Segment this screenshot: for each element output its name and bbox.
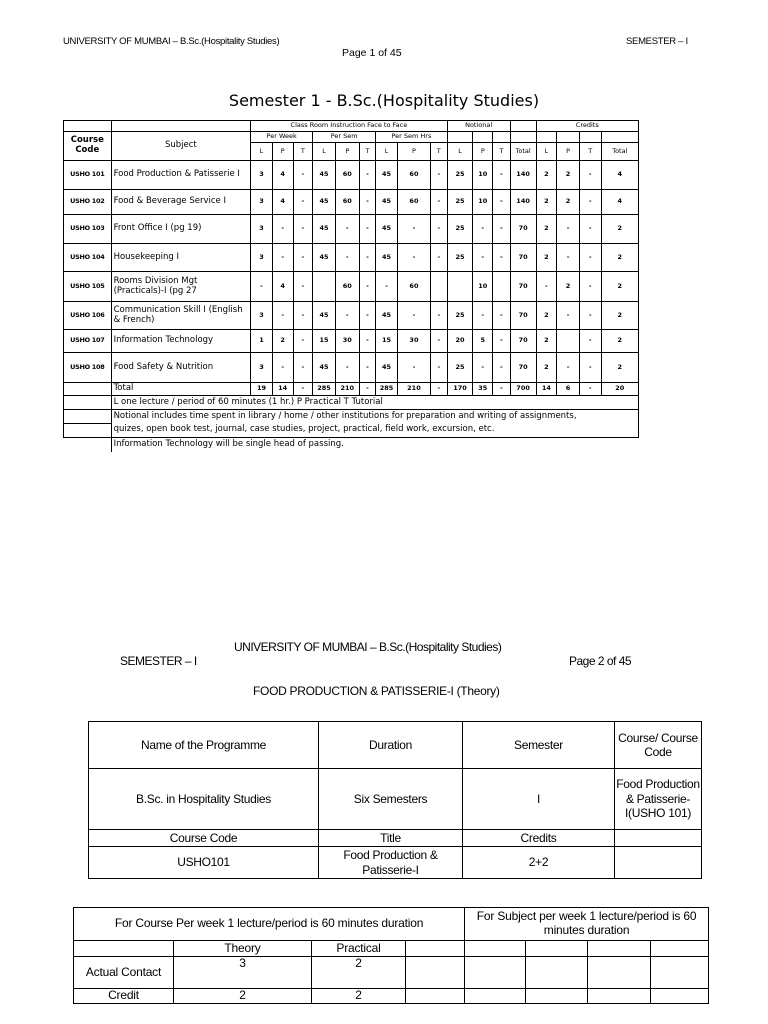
table-cell: - [430, 330, 447, 353]
note-text: L one lecture / period of 60 minutes (1 hr.) P Practical T Tutorial [111, 396, 638, 410]
table-cell: 2 [557, 272, 580, 302]
subject-name: Rooms Division Mgt (Practicals)-I (pg 27 [111, 272, 251, 302]
table-cell: 1 [251, 330, 273, 353]
note-text: quizes, open book test, journal, case studies, project, practical, field work, excursion, etc. [111, 424, 638, 438]
col-label: L [447, 143, 473, 161]
total-cell: 210 [397, 383, 430, 396]
table-cell: 2 [536, 215, 557, 244]
table-cell: - [397, 215, 430, 244]
table-cell: 30 [397, 330, 430, 353]
table-cell: 2 [557, 190, 580, 215]
practical-header: Practical [312, 941, 406, 957]
course-code: USHO 104 [64, 244, 112, 272]
total-cell: 285 [376, 383, 398, 396]
table-row [64, 302, 639, 330]
table-cell: - [557, 215, 580, 244]
blank-cell [588, 957, 651, 989]
col-label: P [473, 143, 493, 161]
table-cell: 10 [473, 190, 493, 215]
subject-name: Food Production & Patisserie I [111, 161, 251, 190]
course-code: USHO 101 [64, 161, 112, 190]
blank-cell [406, 957, 465, 989]
blank-cell [510, 132, 536, 143]
table-cell: - [493, 302, 511, 330]
blank-cell [601, 132, 638, 143]
blank-cell [74, 941, 174, 957]
label-title: Title [319, 830, 463, 847]
note-row [64, 438, 639, 452]
table-cell: 3 [251, 353, 273, 383]
blank-cell [406, 989, 465, 1004]
table-cell: 140 [510, 190, 536, 215]
blank-cell [64, 396, 112, 410]
table-cell: - [359, 215, 376, 244]
blank-cell [64, 383, 112, 396]
theory-header: Theory [174, 941, 312, 957]
table-cell: 45 [376, 302, 398, 330]
col-label: P [335, 143, 359, 161]
table-cell: 2 [536, 353, 557, 383]
table-cell: - [359, 190, 376, 215]
total-cell: 6 [557, 383, 580, 396]
table-cell: 2 [536, 161, 557, 190]
blank-cell [536, 132, 557, 143]
notional-header: Notional [447, 121, 510, 132]
header-programme: Name of the Programme [89, 722, 319, 769]
subject-header: Subject [111, 132, 251, 161]
blank-cell [473, 132, 493, 143]
table-cell: - [272, 353, 293, 383]
total-cell: 19 [251, 383, 273, 396]
total-cell: 170 [447, 383, 473, 396]
table-cell: - [272, 302, 293, 330]
col-label: P [397, 143, 430, 161]
actual-contact-theory: 3 [174, 957, 312, 989]
table-cell: 2 [601, 272, 638, 302]
table-cell: - [293, 215, 313, 244]
table-cell: - [293, 190, 313, 215]
table-cell: - [251, 272, 273, 302]
table-cell: - [557, 353, 580, 383]
note-text: Notional includes time spent in library / home / other institutions for preparation and writing of assignments, [111, 410, 638, 424]
total-cell: 14 [536, 383, 557, 396]
course-code: USHO 105 [64, 272, 112, 302]
table-cell: 2 [536, 190, 557, 215]
table-cell: - [473, 215, 493, 244]
value-course-code: USHO101 [89, 847, 319, 879]
header-semester: Semester [463, 722, 615, 769]
total-cell: - [359, 383, 376, 396]
note-row [64, 410, 639, 424]
table-cell: - [430, 215, 447, 244]
total-cell: 35 [473, 383, 493, 396]
table-cell: 70 [510, 244, 536, 272]
table-cell: 45 [376, 244, 398, 272]
table-cell: 60 [397, 272, 430, 302]
col-label: Total [510, 143, 536, 161]
header-duration: Duration [319, 722, 463, 769]
col-label: T [493, 143, 511, 161]
blank-cell [526, 989, 588, 1004]
blank-cell [465, 941, 526, 957]
page2-header: UNIVERSITY OF MUMBAI – B.Sc.(Hospitality Studies) [234, 640, 502, 654]
table-cell: 2 [536, 302, 557, 330]
table-cell [493, 272, 511, 302]
table-cell: - [557, 302, 580, 330]
course-hours-header: For Course Per week 1 lecture/period is 60 minutes duration [74, 908, 465, 941]
col-label: L [313, 143, 336, 161]
blank-cell [64, 121, 112, 132]
table-cell: - [272, 244, 293, 272]
blank-cell [615, 847, 702, 879]
table-cell: 2 [601, 302, 638, 330]
subject-name: Communication Skill I (English & French) [111, 302, 251, 330]
table-cell: - [293, 353, 313, 383]
credit-label: Credit [74, 989, 174, 1004]
blank-cell [510, 121, 536, 132]
value-title: Food Production & Patisserie-I [319, 847, 463, 879]
blank-cell [557, 132, 580, 143]
table-cell: - [493, 330, 511, 353]
table-cell: 60 [335, 161, 359, 190]
table-cell: 10 [473, 161, 493, 190]
table-cell: 4 [272, 190, 293, 215]
page1-header-left: UNIVERSITY OF MUMBAI – B.Sc.(Hospitality Studies) [63, 36, 280, 47]
table-cell: - [579, 244, 601, 272]
table-cell: 2 [601, 330, 638, 353]
table-cell: 60 [335, 272, 359, 302]
table-cell: - [359, 302, 376, 330]
table-row [64, 244, 639, 272]
course-code: USHO 102 [64, 190, 112, 215]
table-row [64, 330, 639, 353]
table-cell: - [335, 244, 359, 272]
col-label: T [430, 143, 447, 161]
total-label: Total [111, 383, 251, 396]
table-cell: 70 [510, 330, 536, 353]
actual-contact-practical: 2 [312, 957, 406, 989]
table-cell: 25 [447, 353, 473, 383]
table-cell: - [359, 353, 376, 383]
table-cell: - [359, 272, 376, 302]
table-cell [447, 272, 473, 302]
header-course-code: Course/ Course Code [615, 722, 702, 769]
blank-cell [64, 424, 112, 438]
programme-name: B.Sc. in Hospitality Studies [89, 769, 319, 830]
table-cell: - [397, 244, 430, 272]
total-cell: - [493, 383, 511, 396]
total-row [64, 383, 639, 396]
blank-cell [651, 941, 709, 957]
table-row [64, 190, 639, 215]
table-cell: 60 [397, 161, 430, 190]
blank-cell [493, 132, 511, 143]
table-cell: - [493, 190, 511, 215]
table-cell: - [359, 161, 376, 190]
subject-name: Food & Beverage Service I [111, 190, 251, 215]
table-cell: 45 [313, 244, 336, 272]
table-cell: - [579, 161, 601, 190]
table-cell: 30 [335, 330, 359, 353]
table-cell: - [397, 302, 430, 330]
blank-cell [579, 132, 601, 143]
col-label: P [272, 143, 293, 161]
table-cell [430, 272, 447, 302]
col-label: L [251, 143, 273, 161]
label-credits: Credits [463, 830, 615, 847]
table-cell: - [335, 302, 359, 330]
table-cell: 25 [447, 190, 473, 215]
blank-cell [651, 957, 709, 989]
table-cell: 2 [557, 161, 580, 190]
table-cell: 45 [376, 353, 398, 383]
total-cell: - [430, 383, 447, 396]
table-cell: 45 [313, 190, 336, 215]
programme-table [88, 721, 702, 879]
table-cell: - [493, 244, 511, 272]
table-cell: - [473, 244, 493, 272]
per-week-header: Per Week [251, 132, 313, 143]
table-cell: - [293, 272, 313, 302]
credit-theory: 2 [174, 989, 312, 1004]
table-cell: 70 [510, 215, 536, 244]
blank-cell [465, 989, 526, 1004]
table-cell [313, 272, 336, 302]
note-row [64, 396, 639, 410]
table-cell: 4 [601, 161, 638, 190]
table-cell: 45 [313, 353, 336, 383]
table-cell: 60 [335, 190, 359, 215]
table-cell: 25 [447, 244, 473, 272]
note-text: Information Technology will be single head of passing. [111, 438, 638, 452]
total-cell: 210 [335, 383, 359, 396]
programme-semester: I [463, 769, 615, 830]
course-code: USHO 108 [64, 353, 112, 383]
per-sem-header: Per Sem [313, 132, 376, 143]
table-cell [557, 330, 580, 353]
table-cell: 140 [510, 161, 536, 190]
value-credits: 2+2 [463, 847, 615, 879]
blank-cell [64, 438, 112, 452]
table-cell: - [293, 330, 313, 353]
table-cell: - [376, 272, 398, 302]
table-row [64, 161, 639, 190]
subject-name: Front Office I (pg 19) [111, 215, 251, 244]
table-cell: 20 [447, 330, 473, 353]
credit-practical: 2 [312, 989, 406, 1004]
total-cell: - [293, 383, 313, 396]
table-cell: 3 [251, 215, 273, 244]
page1-title: Semester 1 - B.Sc.(Hospitality Studies) [228, 91, 540, 110]
table-cell: - [579, 353, 601, 383]
table-cell: 3 [251, 302, 273, 330]
table-cell: - [579, 215, 601, 244]
table-cell: - [473, 353, 493, 383]
table-cell: 45 [313, 302, 336, 330]
table-cell: - [293, 302, 313, 330]
subject-name: Food Safety & Nutrition [111, 353, 251, 383]
table-cell: 60 [397, 190, 430, 215]
table-cell: 3 [251, 244, 273, 272]
table-cell: - [293, 161, 313, 190]
table-row [64, 353, 639, 383]
table-cell: - [557, 244, 580, 272]
table-cell: 2 [601, 244, 638, 272]
blank-cell [588, 989, 651, 1004]
total-cell: 700 [510, 383, 536, 396]
table-cell: 45 [376, 190, 398, 215]
table-cell: 45 [376, 215, 398, 244]
table-cell: 45 [376, 161, 398, 190]
blank-cell [651, 989, 709, 1004]
table-cell: - [335, 215, 359, 244]
table-cell: 3 [251, 190, 273, 215]
table-cell: 10 [473, 272, 493, 302]
table-cell: - [430, 244, 447, 272]
blank-cell [465, 957, 526, 989]
table-cell: 4 [601, 190, 638, 215]
col-label: P [557, 143, 580, 161]
total-cell: 14 [272, 383, 293, 396]
table-cell: 2 [601, 353, 638, 383]
table-cell: 70 [510, 272, 536, 302]
table-cell: 4 [272, 272, 293, 302]
table-row [64, 215, 639, 244]
total-cell: - [579, 383, 601, 396]
page1-header-right: SEMESTER – I [626, 36, 688, 47]
page2-semester: SEMESTER – I [120, 654, 197, 668]
col-label: L [376, 143, 398, 161]
table-cell: - [430, 190, 447, 215]
col-label: T [293, 143, 313, 161]
page1-page-number: Page 1 of 45 [342, 47, 402, 59]
semester-course-table [63, 120, 639, 452]
per-sem-hrs-header: Per Sem Hrs [376, 132, 447, 143]
table-cell: 25 [447, 161, 473, 190]
col-label: L [536, 143, 557, 161]
col-label: Total [601, 143, 638, 161]
table-cell: - [493, 161, 511, 190]
table-cell: - [359, 244, 376, 272]
blank-cell [406, 941, 465, 957]
table-row [64, 272, 639, 302]
table-cell: 3 [251, 161, 273, 190]
table-cell: - [579, 330, 601, 353]
table-cell: 15 [376, 330, 398, 353]
table-cell: 2 [536, 244, 557, 272]
course-code: USHO 107 [64, 330, 112, 353]
table-cell: - [397, 353, 430, 383]
programme-course: Food Production & Patisserie-I(USHO 101) [615, 769, 702, 830]
table-cell: - [293, 244, 313, 272]
total-cell: 20 [601, 383, 638, 396]
col-label: T [359, 143, 376, 161]
table-cell: - [359, 330, 376, 353]
table-cell: - [579, 272, 601, 302]
classroom-header: Class Room Instruction Face to Face [251, 121, 447, 132]
table-cell: 70 [510, 353, 536, 383]
course-code: USHO 103 [64, 215, 112, 244]
programme-duration: Six Semesters [319, 769, 463, 830]
course-code: USHO 106 [64, 302, 112, 330]
blank-cell [111, 121, 251, 132]
subject-hours-header: For Subject per week 1 lecture/period is 60 minutes duration [465, 908, 709, 941]
blank-cell [64, 410, 112, 424]
table-cell: - [536, 272, 557, 302]
page2-page-number: Page 2 of 45 [569, 654, 632, 668]
note-row [64, 424, 639, 438]
table-cell: 25 [447, 302, 473, 330]
table-cell: 5 [473, 330, 493, 353]
table-cell: 2 [601, 215, 638, 244]
actual-contact-label: Actual Contact [74, 957, 174, 989]
table-cell: 4 [272, 161, 293, 190]
col-label: T [579, 143, 601, 161]
credits-header: Credits [536, 121, 638, 132]
table-cell: - [430, 353, 447, 383]
table-cell: - [579, 302, 601, 330]
table-cell: - [335, 353, 359, 383]
table-cell: - [493, 215, 511, 244]
course-code-header: Course Code [64, 132, 112, 161]
blank-cell [526, 941, 588, 957]
table-cell: - [430, 302, 447, 330]
table-cell: 70 [510, 302, 536, 330]
label-course-code: Course Code [89, 830, 319, 847]
table-cell: - [272, 215, 293, 244]
blank-cell [447, 132, 473, 143]
hours-table [73, 907, 709, 1004]
table-cell: 25 [447, 215, 473, 244]
table-cell: - [579, 190, 601, 215]
table-cell: 45 [313, 161, 336, 190]
table-cell: 2 [536, 330, 557, 353]
table-cell: 15 [313, 330, 336, 353]
table-cell: 2 [272, 330, 293, 353]
page2-subtitle: FOOD PRODUCTION & PATISSERIE-I (Theory) [253, 684, 500, 698]
subject-name: Housekeeping I [111, 244, 251, 272]
blank-cell [526, 957, 588, 989]
total-cell: 285 [313, 383, 336, 396]
blank-cell [615, 830, 702, 847]
table-cell: 45 [313, 215, 336, 244]
blank-cell [588, 941, 651, 957]
subject-name: Information Technology [111, 330, 251, 353]
table-cell: - [430, 161, 447, 190]
table-cell: - [493, 353, 511, 383]
table-cell: - [473, 302, 493, 330]
